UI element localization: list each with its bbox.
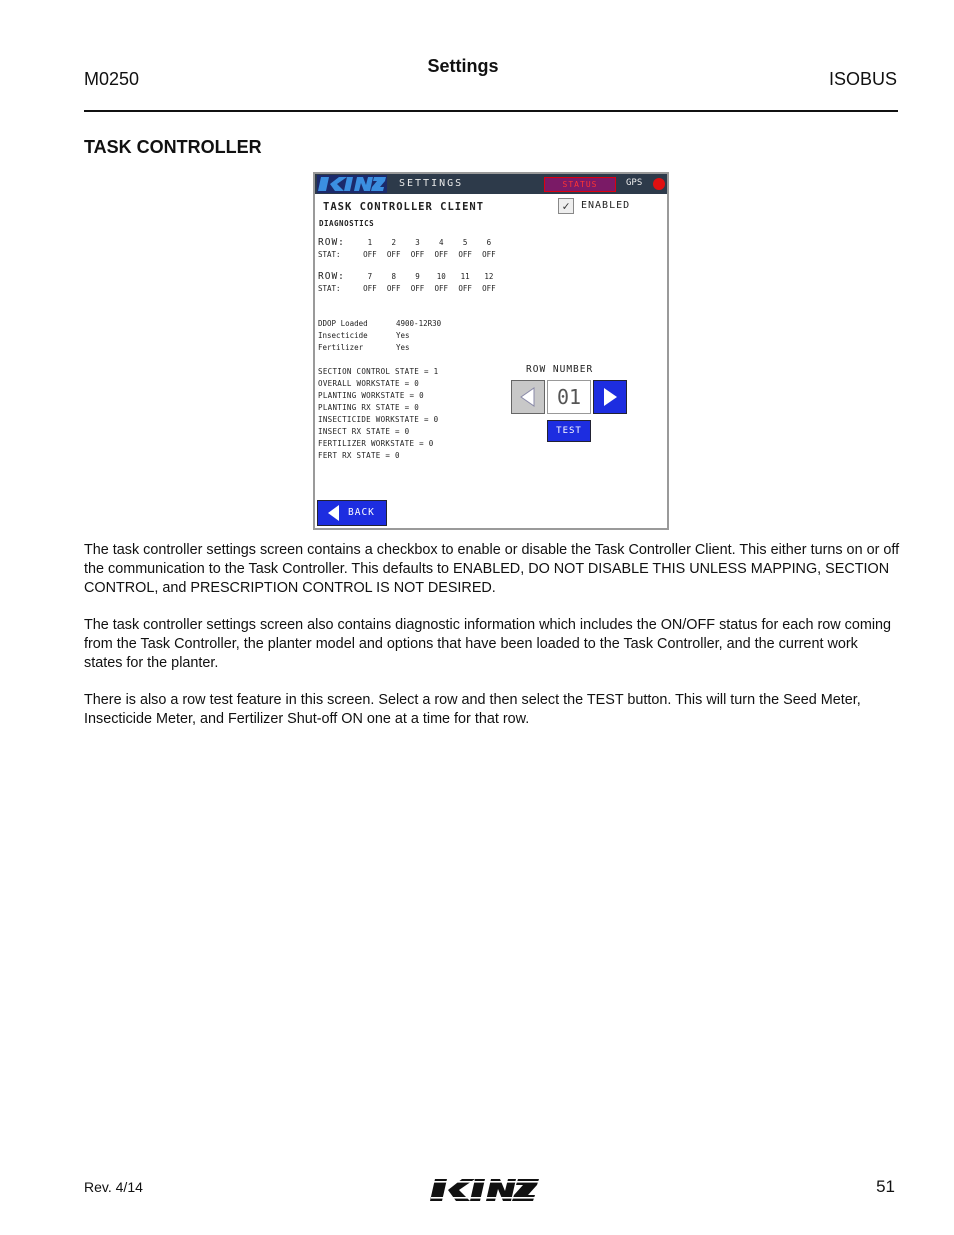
stat-label: STAT: <box>318 250 341 259</box>
state-line: PLANTING WORKSTATE = 0 <box>318 391 424 400</box>
settings-screen <box>313 172 669 530</box>
row-number: 2 <box>391 238 396 247</box>
row-status: OFF <box>410 250 425 259</box>
info-value: Yes <box>396 331 410 340</box>
row-number: 4 <box>439 238 444 247</box>
revision-label: Rev. 4/14 <box>84 1179 143 1195</box>
paragraph: The task controller settings screen contains a checkbox to enable or disable the Task Controller Client. This either turns on or off the communication to the Task Controller. This defaults to ENABLED, DO NOT DISABLE THIS UNLESS MAPPING, SECTION CONTROL, and PRESCRIPTION CONTROL IS NOT DESIRED. <box>84 542 900 596</box>
row-status: OFF <box>363 250 377 259</box>
state-line: INSECT RX STATE = 0 <box>318 427 410 436</box>
state-line: FERT RX STATE = 0 <box>318 451 400 460</box>
gps-label: GPS <box>626 178 643 188</box>
row-status: OFF <box>482 284 496 293</box>
row-increment-button[interactable] <box>593 380 627 414</box>
screen-title: SETTINGS <box>399 178 464 189</box>
back-label: BACK <box>348 507 375 518</box>
row-number: 5 <box>462 238 468 247</box>
row-number-value[interactable]: 01 <box>547 380 591 414</box>
info-value: Yes <box>396 343 410 352</box>
status-text: STATUS <box>562 180 598 189</box>
row-status-b <box>318 284 501 293</box>
paragraph: There is also a row test feature in this screen. Select a row and then select the TEST button. This will turn the Seed Meter, Insecticide Meter, and Fertilizer Shut-off ON one at a time for that row. <box>84 692 861 727</box>
arrow-left-icon <box>512 381 544 413</box>
info-key: Fertilizer <box>318 343 364 352</box>
ddop-info <box>318 319 441 328</box>
back-arrow-icon <box>325 504 343 522</box>
row-numbers-a <box>318 237 501 248</box>
enabled-checkbox[interactable]: ✓ <box>558 198 574 214</box>
paragraph: The task controller settings screen also contains diagnostic information which includes the ON/OFF status for each row coming from the Task Controller, the planter model and options that have been loaded to the Task Controller, and the current work states for the planter. <box>84 617 892 671</box>
row-number-label: ROW NUMBER <box>526 364 594 375</box>
row-number: 10 <box>436 272 446 281</box>
header-divider <box>84 110 898 112</box>
row-number: 11 <box>460 272 470 281</box>
section-heading: TASK CONTROLLER <box>84 137 262 157</box>
enabled-label: ENABLED <box>581 200 631 211</box>
row-status: OFF <box>458 250 472 259</box>
info-key: Insecticide <box>318 331 368 340</box>
row-label: ROW: <box>318 237 345 248</box>
fertilizer-info <box>318 343 410 352</box>
row-status: OFF <box>363 284 377 293</box>
row-number: 6 <box>486 238 492 247</box>
arrow-right-icon <box>594 381 626 413</box>
row-status: OFF <box>410 284 425 293</box>
footer-kinze-logo <box>429 1176 551 1209</box>
status-indicator[interactable] <box>544 177 616 192</box>
row-number: 1 <box>367 238 373 247</box>
screen-topbar <box>315 174 667 194</box>
doc-number: M0250 <box>84 69 140 89</box>
row-status: OFF <box>482 250 496 259</box>
row-status: OFF <box>434 284 449 293</box>
row-status: OFF <box>386 250 401 259</box>
state-line: OVERALL WORKSTATE = 0 <box>318 379 420 388</box>
state-line: SECTION CONTROL STATE = 1 <box>318 367 439 376</box>
insecticide-info <box>318 331 410 340</box>
row-number: 12 <box>484 272 494 281</box>
row-status: OFF <box>386 284 401 293</box>
row-numbers-b <box>318 271 501 282</box>
row-number: 3 <box>415 238 420 247</box>
back-button[interactable] <box>317 500 387 526</box>
row-number: 8 <box>391 272 396 281</box>
row-label: ROW: <box>318 271 345 282</box>
gps-status-icon <box>653 178 665 190</box>
info-value: 4900-12R30 <box>396 319 442 328</box>
row-number: 9 <box>415 272 420 281</box>
row-number: 7 <box>367 272 373 281</box>
category-label: ISOBUS <box>828 69 897 89</box>
task-controller-client-label: TASK CONTROLLER CLIENT <box>323 201 485 213</box>
test-button[interactable]: TEST <box>547 420 591 442</box>
kinze-logo <box>317 175 387 193</box>
row-decrement-button[interactable] <box>511 380 545 414</box>
section-title: Settings <box>427 56 499 76</box>
state-line: INSECTICIDE WORKSTATE = 0 <box>318 415 439 424</box>
row-status: OFF <box>458 284 472 293</box>
state-line: FERTILIZER WORKSTATE = 0 <box>318 439 434 448</box>
stat-label: STAT: <box>318 284 341 293</box>
row-status-a <box>318 250 501 259</box>
state-line: PLANTING RX STATE = 0 <box>318 403 420 412</box>
row-status: OFF <box>434 250 449 259</box>
info-key: DDOP Loaded <box>318 319 368 328</box>
diagnostics-label: DIAGNOSTICS <box>319 219 375 228</box>
page-number: 51 <box>876 1177 895 1196</box>
